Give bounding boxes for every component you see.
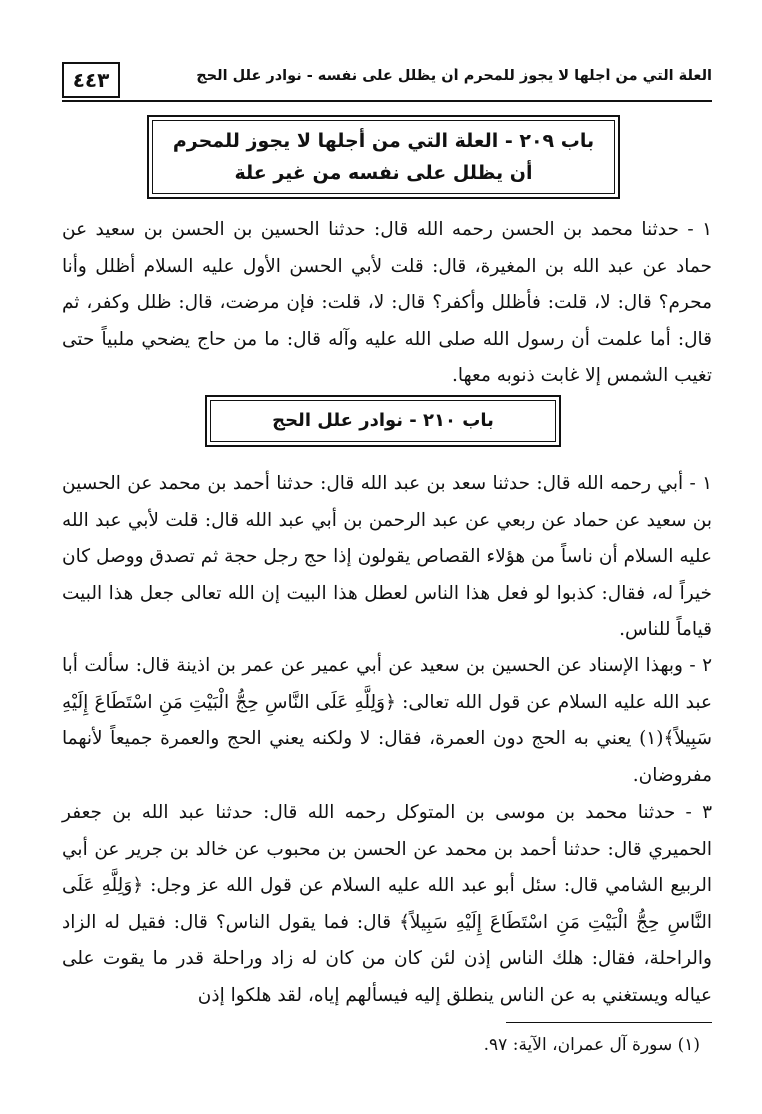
hadith-210-1: ١ - أبي رحمه الله قال: حدثنا سعد بن عبد الله قال: حدثنا أحمد بن محمد عن الحسين بن سعيد عن حماد عن ربعي عن عبد الرحمن بن أبي عبد الله قال: قلت لأبي عبد الله عليه السلام أن ناساً من هؤلاء القصاص يقولون إذا حج رجل حجة ثم تصدق ووصل كان خيراً له، فقال: كذبوا لو فعل هذا الناس لعطل هذا البيت إن الله تعالى جعل هذا البيت قياماً للناس.	[62, 473, 712, 640]
hadith-210-2: ٢ - وبهذا الإسناد عن الحسين بن سعيد عن أبي عمير عن عمر بن اذينة قال: سألت أبا عبد الله عليه السلام عن قول الله تعالى: ﴿وَلِلَّهِ عَلَى النَّاسِ حِجُّ الْبَيْتِ مَنِ اسْتَطَاعَ إِلَيْهِ سَبِيلاً﴾(١) يعني به الحج دون العمرة، فقال: لا ولكنه يعني الحج والعمرة جميعاً لأنهما مفروضان.	[62, 655, 712, 786]
footnote: (١) سورة آل عمران، الآية: ٩٧.	[483, 1035, 700, 1055]
chapter-heading-209	[147, 115, 620, 199]
page-header	[62, 58, 712, 102]
hadith-210-3: ٣ - حدثنا محمد بن موسى بن المتوكل رحمه الله قال: حدثنا عبد الله بن جعفر الحميري قال: حدثنا أحمد بن محمد عن الحسن بن محبوب عن خالد بن جرير عن أبي الربيع الشامي قال: سئل أبو عبد الله عليه السلام عن قول الله عز وجل: ﴿وَلِلَّهِ عَلَى النَّاسِ حِجُّ الْبَيْتِ مَنِ اسْتَطَاعَ إِلَيْهِ سَبِيلاً﴾ قال: فما يقول الناس؟ قال: فقيل له الزاد والراحلة، فقال: هلك الناس إذن لئن كان من كان له زاد وراحلة قدر ما يقوت على عياله ويستغني به عن الناس ينطلق إليه فيسألهم إياه، لقد هلكوا إذن	[62, 802, 712, 1006]
running-title: العلة التي من أجلها لا يجوز للمحرم أن يظلل على نفسه - نوادر علل الحج	[196, 68, 712, 84]
chapter-heading-210	[205, 395, 561, 447]
page-number: ٤٤٣	[62, 62, 120, 98]
chapter-209-line1: باب ٢٠٩ - العلة التي من أجلها لا يجوز للمحرم	[172, 130, 595, 152]
hadith-209-1: ١ - حدثنا محمد بن الحسن رحمه الله قال: حدثنا الحسين بن الحسن بن سعيد عن حماد عن عبد الله بن المغيرة، قال: قلت لأبي الحسن الأول عليه السلام أظلل وأنا محرم؟ قال: لا، قلت: فأظلل وأكفر؟ قال: لا، قلت: فإن مرضت، قال: ظلل وكفر، ثم قال: أما علمت أن رسول الله صلى الله عليه وآله قال: ما من حاج يضحي ملبياً حتى تغيب الشمس إلا غابت ذنوبه معها.	[62, 219, 712, 386]
footnote-divider	[506, 1022, 712, 1023]
chapter-209-line2: أن يظلل على نفسه من غير علة	[234, 162, 533, 184]
chapter-210-title: باب ٢١٠ - نوادر علل الحج	[272, 410, 494, 431]
